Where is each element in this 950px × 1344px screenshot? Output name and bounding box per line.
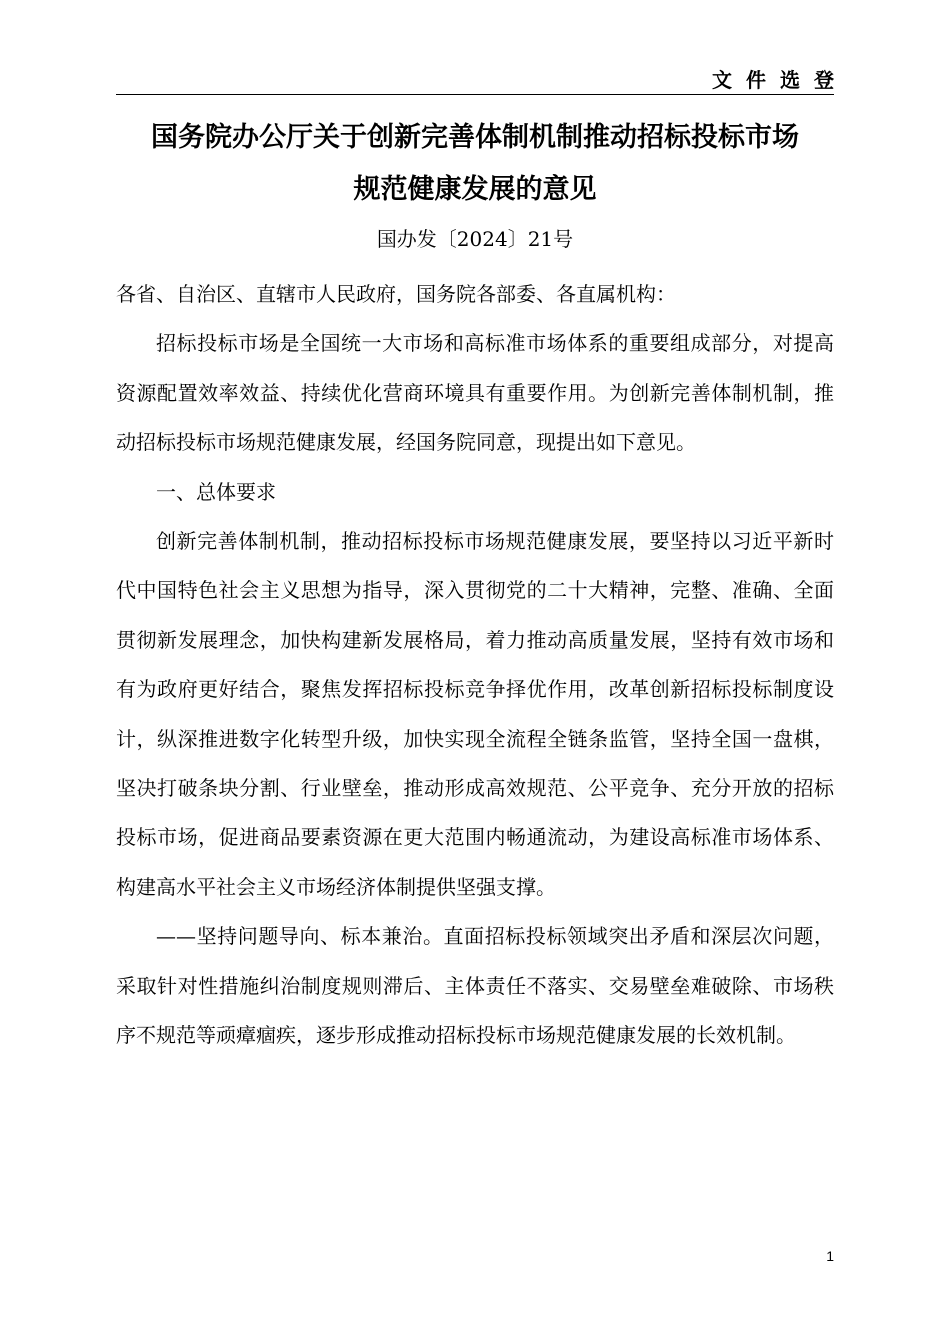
header-section-label: 文件选登	[712, 68, 848, 92]
document-body	[116, 270, 834, 1061]
salutation: 各省、自治区、直辖市人民政府，国务院各部委、各直属机构：	[116, 282, 676, 306]
document-number: 国办发〔2024〕21号	[376, 227, 574, 251]
page-number: 1	[826, 1248, 834, 1264]
document-title	[116, 112, 834, 216]
document-title-line-1: 国务院办公厅关于创新完善体制机制推动招标投标市场	[151, 122, 799, 153]
paragraph-principle-problem-oriented: ——坚持问题导向、标本兼治。直面招标投标领域突出矛盾和深层次问题，采取针对性措施纠治制度规则滞后、主体责任不落实、交易壁垒难破除、市场秩序不规范等顽瘴痼疾，逐步形成推动招标投标市场规范健康发展的长效机制。	[116, 924, 834, 1048]
header-divider	[116, 94, 834, 95]
paragraph-overall-requirements: 创新完善体制机制，推动招标投标市场规范健康发展，要坚持以习近平新时代中国特色社会主义思想为指导，深入贯彻党的二十大精神，完整、准确、全面贯彻新发展理念，加快构建新发展格局，着力推动高质量发展，坚持有效市场和有为政府更好结合，聚焦发挥招标投标竞争择优作用，改革创新招标投标制度设计，纵深推进数字化转型升级，加快实现全流程全链条监管，坚持全国一盘棋，坚决打破条块分割、行业壁垒，推动形成高效规范、公平竞争、充分开放的招标投标市场，促进商品要素资源在更大范围内畅通流动，为建设高标准市场体系、构建高水平社会主义市场经济体制提供坚强支撑。	[116, 529, 834, 899]
document-title-line-2: 规范健康发展的意见	[353, 174, 597, 205]
section-heading-overall-requirements: 一、总体要求	[156, 479, 276, 504]
paragraph-intro: 招标投标市场是全国统一大市场和高标准市场体系的重要组成部分，对提高资源配置效率效益、持续优化营商环境具有重要作用。为创新完善体制机制，推动招标投标市场规范健康发展，经国务院同意，现提出如下意见。	[116, 331, 834, 455]
